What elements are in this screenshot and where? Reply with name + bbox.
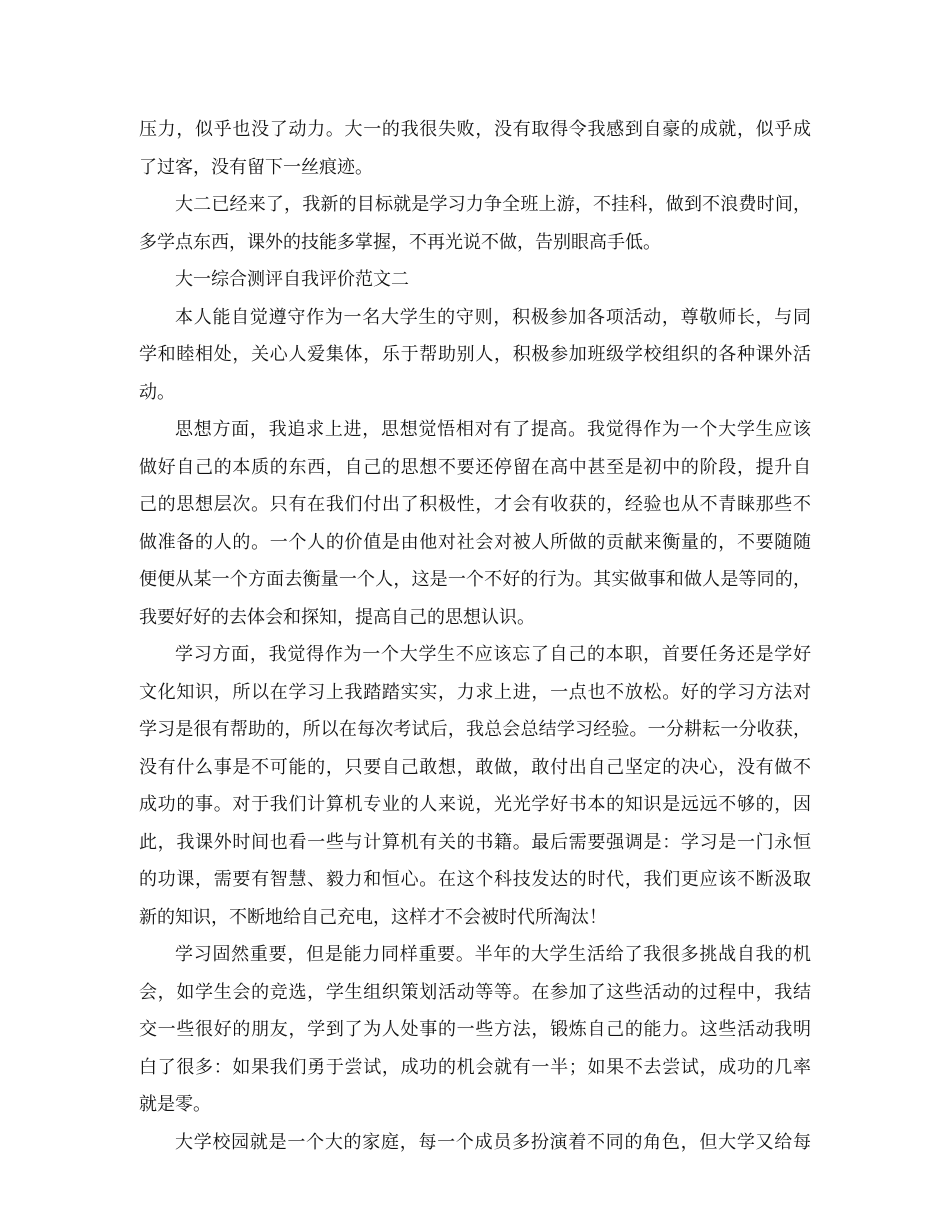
text-line: 学习方面，我觉得作为一个大学生不应该忘了自己的本职，首要任务还是学好 xyxy=(175,644,811,665)
text-line: 了过客，没有留下一丝痕迹。 xyxy=(139,156,373,178)
text-line: 多学点东西，课外的技能多掌握，不再光说不做，告别眼高手低。 xyxy=(139,231,661,253)
text-line: 本人能自觉遵守作为一名大学生的守则，积极参加各项活动，尊敬师长，与同 xyxy=(175,306,811,328)
text-line: 便便从某一个方面去衡量一个人，这是一个不好的行为。其实做事和做人是等同的， xyxy=(139,569,811,590)
text-line: 会，如学生会的竞选，学生组织策划活动等等。在参加了这些活动的过程中，我结 xyxy=(139,981,811,1003)
text-line: 没有什么事是不可能的，只要自己敢想，敢做，敢付出自己坚定的决心，没有做不 xyxy=(139,756,811,778)
text-line: 动。 xyxy=(139,381,175,403)
text-line: 白了很多：如果我们勇于尝试，成功的机会就有一半；如果不去尝试，成功的几率 xyxy=(139,1056,811,1078)
text-line: 大学校园就是一个大的家庭，每一个成员多扮演着不同的角色，但大学又给每 xyxy=(175,1131,811,1153)
section-heading: 大一综合测评自我评价范文二 xyxy=(175,269,409,290)
text-line: 做好自己的本质的东西，自己的思想不要还停留在高中甚至是初中的阶段，提升自 xyxy=(139,456,811,478)
text-line: 的功课，需要有智慧、毅力和恒心。在这个科技发达的时代，我们更应该不断汲取 xyxy=(139,869,811,890)
text-line: 学习固然重要，但是能力同样重要。半年的大学生活给了我很多挑战自我的机 xyxy=(175,944,811,965)
text-line: 思想方面，我追求上进，思想觉悟相对有了提高。我觉得作为一个大学生应该 xyxy=(175,419,811,440)
text-line: 己的思想层次。只有在我们付出了积极性，才会有收获的，经验也从不青睐那些不 xyxy=(139,494,811,515)
text-line: 大二已经来了，我新的目标就是学习力争全班上游，不挂科，做到不浪费时间， xyxy=(175,194,811,215)
text-line: 就是零。 xyxy=(139,1094,211,1115)
text-line: 我要好好的去体会和探知，提高自己的思想认识。 xyxy=(139,606,535,628)
text-line: 成功的事。对于我们计算机专业的人来说，光光学好书本的知识是远远不够的，因 xyxy=(139,794,811,815)
text-line: 新的知识，不断地给自己充电，这样才不会被时代所淘汰！ xyxy=(139,906,607,928)
text-line: 文化知识，所以在学习上我踏踏实实，力求上进，一点也不放松。好的学习方法对 xyxy=(139,681,811,703)
text-line: 做准备的人的。一个人的价值是由他对社会对被人所做的贡献来衡量的，不要随随 xyxy=(139,531,811,553)
text-line: 压力，似乎也没了动力。大一的我很失败，没有取得令我感到自豪的成就，似乎成 xyxy=(139,119,811,140)
text-line: 学和睦相处，关心人爱集体，乐于帮助别人，积极参加班级学校组织的各种课外活 xyxy=(139,344,811,365)
text-line: 交一些很好的朋友，学到了为人处事的一些方法，锻炼自己的能力。这些活动我明 xyxy=(139,1019,811,1040)
text-line: 学习是很有帮助的，所以在每次考试后，我总会总结学习经验。一分耕耘一分收获， xyxy=(139,719,811,740)
text-line: 此，我课外时间也看一些与计算机有关的书籍。最后需要强调是：学习是一门永恒 xyxy=(139,831,811,853)
